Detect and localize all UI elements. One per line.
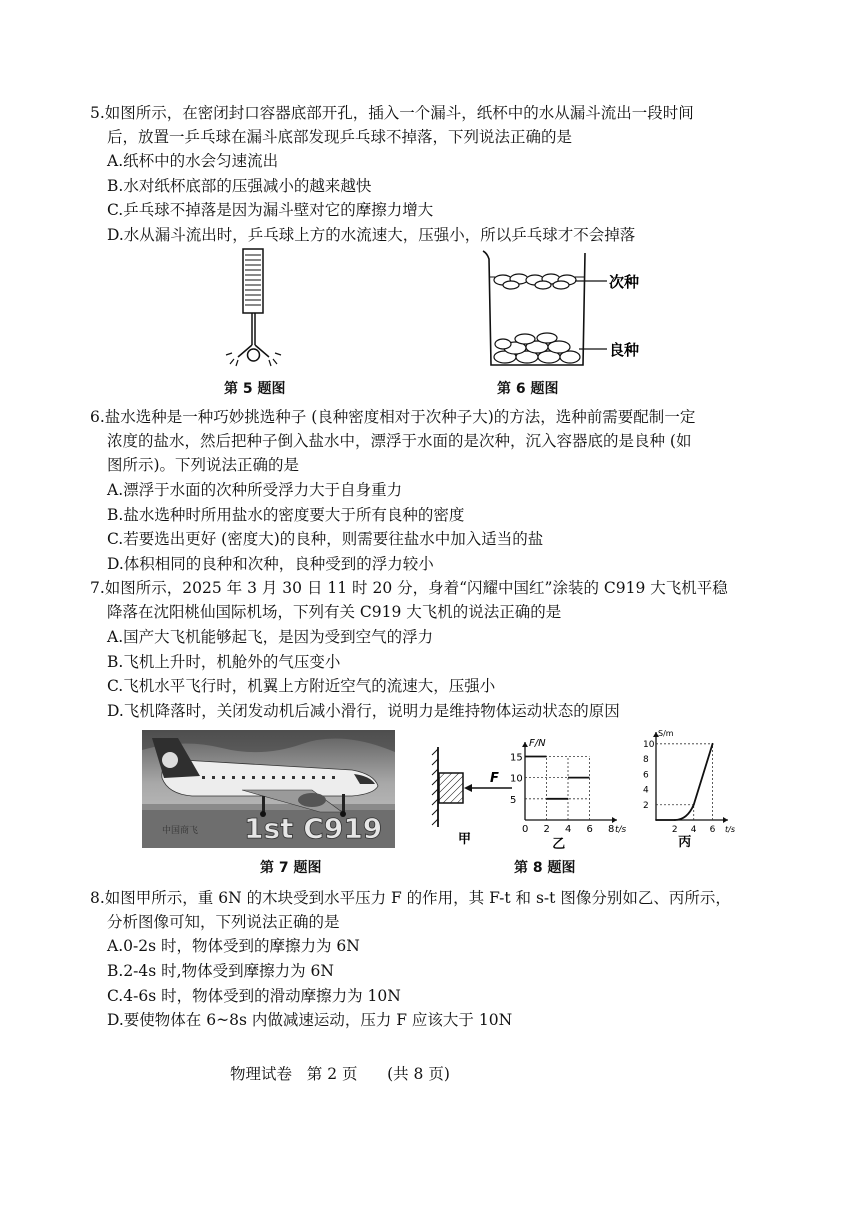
- x-tick-label: 6: [586, 824, 593, 835]
- q8-caption: 第 8 题图: [514, 860, 576, 876]
- y-tick-label: 10: [643, 739, 655, 750]
- series-curve: [656, 744, 713, 820]
- y-tick-label: 10: [510, 773, 523, 785]
- q7-option-b: B.飞机上升时，机舱外的气压变小: [107, 653, 341, 671]
- q6-stem-line1: 6.盐水选种是一种巧妙挑选种子 (良种密度相对于次种子大)的方法，选种前需要配制一定: [90, 408, 696, 426]
- footer-subject: 物理试卷: [230, 1065, 293, 1083]
- q6-option-c: C.若要选出更好 (密度大)的良种，则需要往盐水中加入适当的盐: [107, 530, 544, 548]
- q7-option-a: A.国产大飞机能够起飞，是因为受到空气的浮力: [107, 628, 434, 646]
- q7-option-c: C.飞机水平飞行时，机翼上方附近空气的流速大，压强小: [107, 677, 496, 695]
- x-tick-label: 2: [671, 825, 678, 835]
- x-axis-arrow: [612, 817, 617, 823]
- y-tick-label: 8: [643, 755, 649, 766]
- label-liangzhong: 良种: [609, 341, 640, 359]
- q5-option-c: C.乒乓球不掉落是因为漏斗壁对它的摩擦力增大: [107, 201, 434, 219]
- q8-stem-line1: 8.如图甲所示，重 6N 的木块受到水平压力 F 的作用，其 F-t 和 s-t 图像分别如乙、丙所示，: [90, 889, 731, 907]
- page-footer: [230, 1062, 450, 1084]
- label-yi: 乙: [552, 837, 566, 852]
- q6-caption: 第 6 题图: [497, 381, 559, 397]
- q5-option-b: B.水对纸杯底部的压强减小的越来越快: [107, 177, 372, 195]
- q7-stem-line2: 降落在沈阳桃仙国际机场，下列有关 C919 大飞机的说法正确的是: [107, 603, 562, 621]
- data-point: [674, 819, 676, 821]
- data-point: [712, 743, 714, 745]
- q8-option-c: C.4-6s 时，物体受到的滑动摩擦力为 10N: [107, 987, 401, 1005]
- x-tick-label: 0: [522, 824, 529, 835]
- q7-option-d: D.飞机降落时，关闭发动机后减小滑行，说明力是维持物体运动状态的原因: [107, 702, 620, 720]
- q5-caption: 第 5 题图: [224, 381, 286, 397]
- q8-option-a: A.0-2s 时，物体受到的摩擦力为 6N: [107, 937, 360, 955]
- x-tick-label: 2: [543, 824, 550, 835]
- q6-option-b: B.盐水选种时所用盐水的密度要大于所有良种的密度: [107, 506, 465, 524]
- x-axis-label: t/s: [725, 825, 735, 834]
- data-point: [693, 804, 695, 806]
- q5-figure: [220, 247, 290, 372]
- q8-stem-line2: 分析图像可知，下列说法正确的是: [107, 913, 340, 931]
- y-tick-label: 15: [510, 752, 523, 764]
- y-tick-label: 6: [643, 770, 649, 781]
- q5-stem-line2: 后，放置一乒乓球在漏斗底部发现乒乓球不掉落，下列说法正确的是: [107, 128, 573, 146]
- q8-chart-yi: [505, 738, 627, 852]
- footer-page: 第 2 页: [306, 1065, 358, 1083]
- x-axis-arrow: [723, 817, 728, 823]
- y-axis-label: F/N: [529, 738, 546, 749]
- x-tick-label: 6: [709, 825, 716, 835]
- q6-option-d: D.体积相同的良种和次种，良种受到的浮力较小: [107, 555, 434, 573]
- y-tick-label: 5: [510, 794, 517, 806]
- force-label: F: [490, 771, 499, 786]
- photo-c919-text: 1st C919: [244, 812, 383, 845]
- q8-option-d: D.要使物体在 6~8s 内做减速运动，压力 F 应该大于 10N: [107, 1011, 513, 1029]
- x-tick-label: 4: [565, 824, 572, 835]
- x-axis-label: t/s: [615, 825, 627, 835]
- label-jia: 甲: [458, 832, 472, 847]
- y-axis-arrow: [522, 742, 528, 747]
- y-axis-label: S/m: [658, 729, 674, 738]
- label-bing: 丙: [678, 835, 692, 850]
- floating-seeds: [494, 274, 576, 289]
- footer-total: (共 8 页): [387, 1065, 450, 1083]
- photo-logo-text: 中国商飞: [162, 826, 199, 836]
- q5-option-a: A.纸杯中的水会匀速流出: [107, 152, 279, 170]
- q7-photo: [142, 730, 395, 848]
- q6-stem-line2: 浓度的盐水，然后把种子倒入盐水中，漂浮于水面的是次种，沉入容器底的是良种 (如: [107, 432, 692, 450]
- q5-option-d: D.水从漏斗流出时，乒乓球上方的水流速大，压强小，所以乒乓球才不会掉落: [107, 226, 636, 244]
- q6-figure: [475, 247, 650, 372]
- data-point: [655, 819, 657, 821]
- q8-chart-bing: [638, 728, 738, 848]
- q7-stem-line1: 7.如图所示，2025 年 3 月 30 日 11 时 20 分，身着“闪耀中国红”涂装的 C919 大飞机平稳: [90, 579, 728, 597]
- q6-stem-line3: 图所示)。下列说法正确的是: [107, 456, 300, 474]
- q5-stem-line1: 5.如图所示，在密闭封口容器底部开孔，插入一个漏斗，纸杯中的水从漏斗流出一段时间: [90, 104, 694, 122]
- sunk-seeds: [494, 333, 580, 363]
- y-tick-label: 2: [643, 800, 649, 811]
- q7-caption: 第 7 题图: [260, 860, 322, 876]
- label-ciziong: 次种: [609, 273, 640, 291]
- q6-option-a: A.漂浮于水面的次种所受浮力大于自身重力: [107, 481, 403, 499]
- x-tick-label: 4: [690, 825, 697, 835]
- q8-option-b: B.2-4s 时,物体受到摩擦力为 6N: [107, 962, 334, 980]
- y-tick-label: 4: [643, 785, 649, 796]
- x-tick-label: 8: [608, 824, 615, 835]
